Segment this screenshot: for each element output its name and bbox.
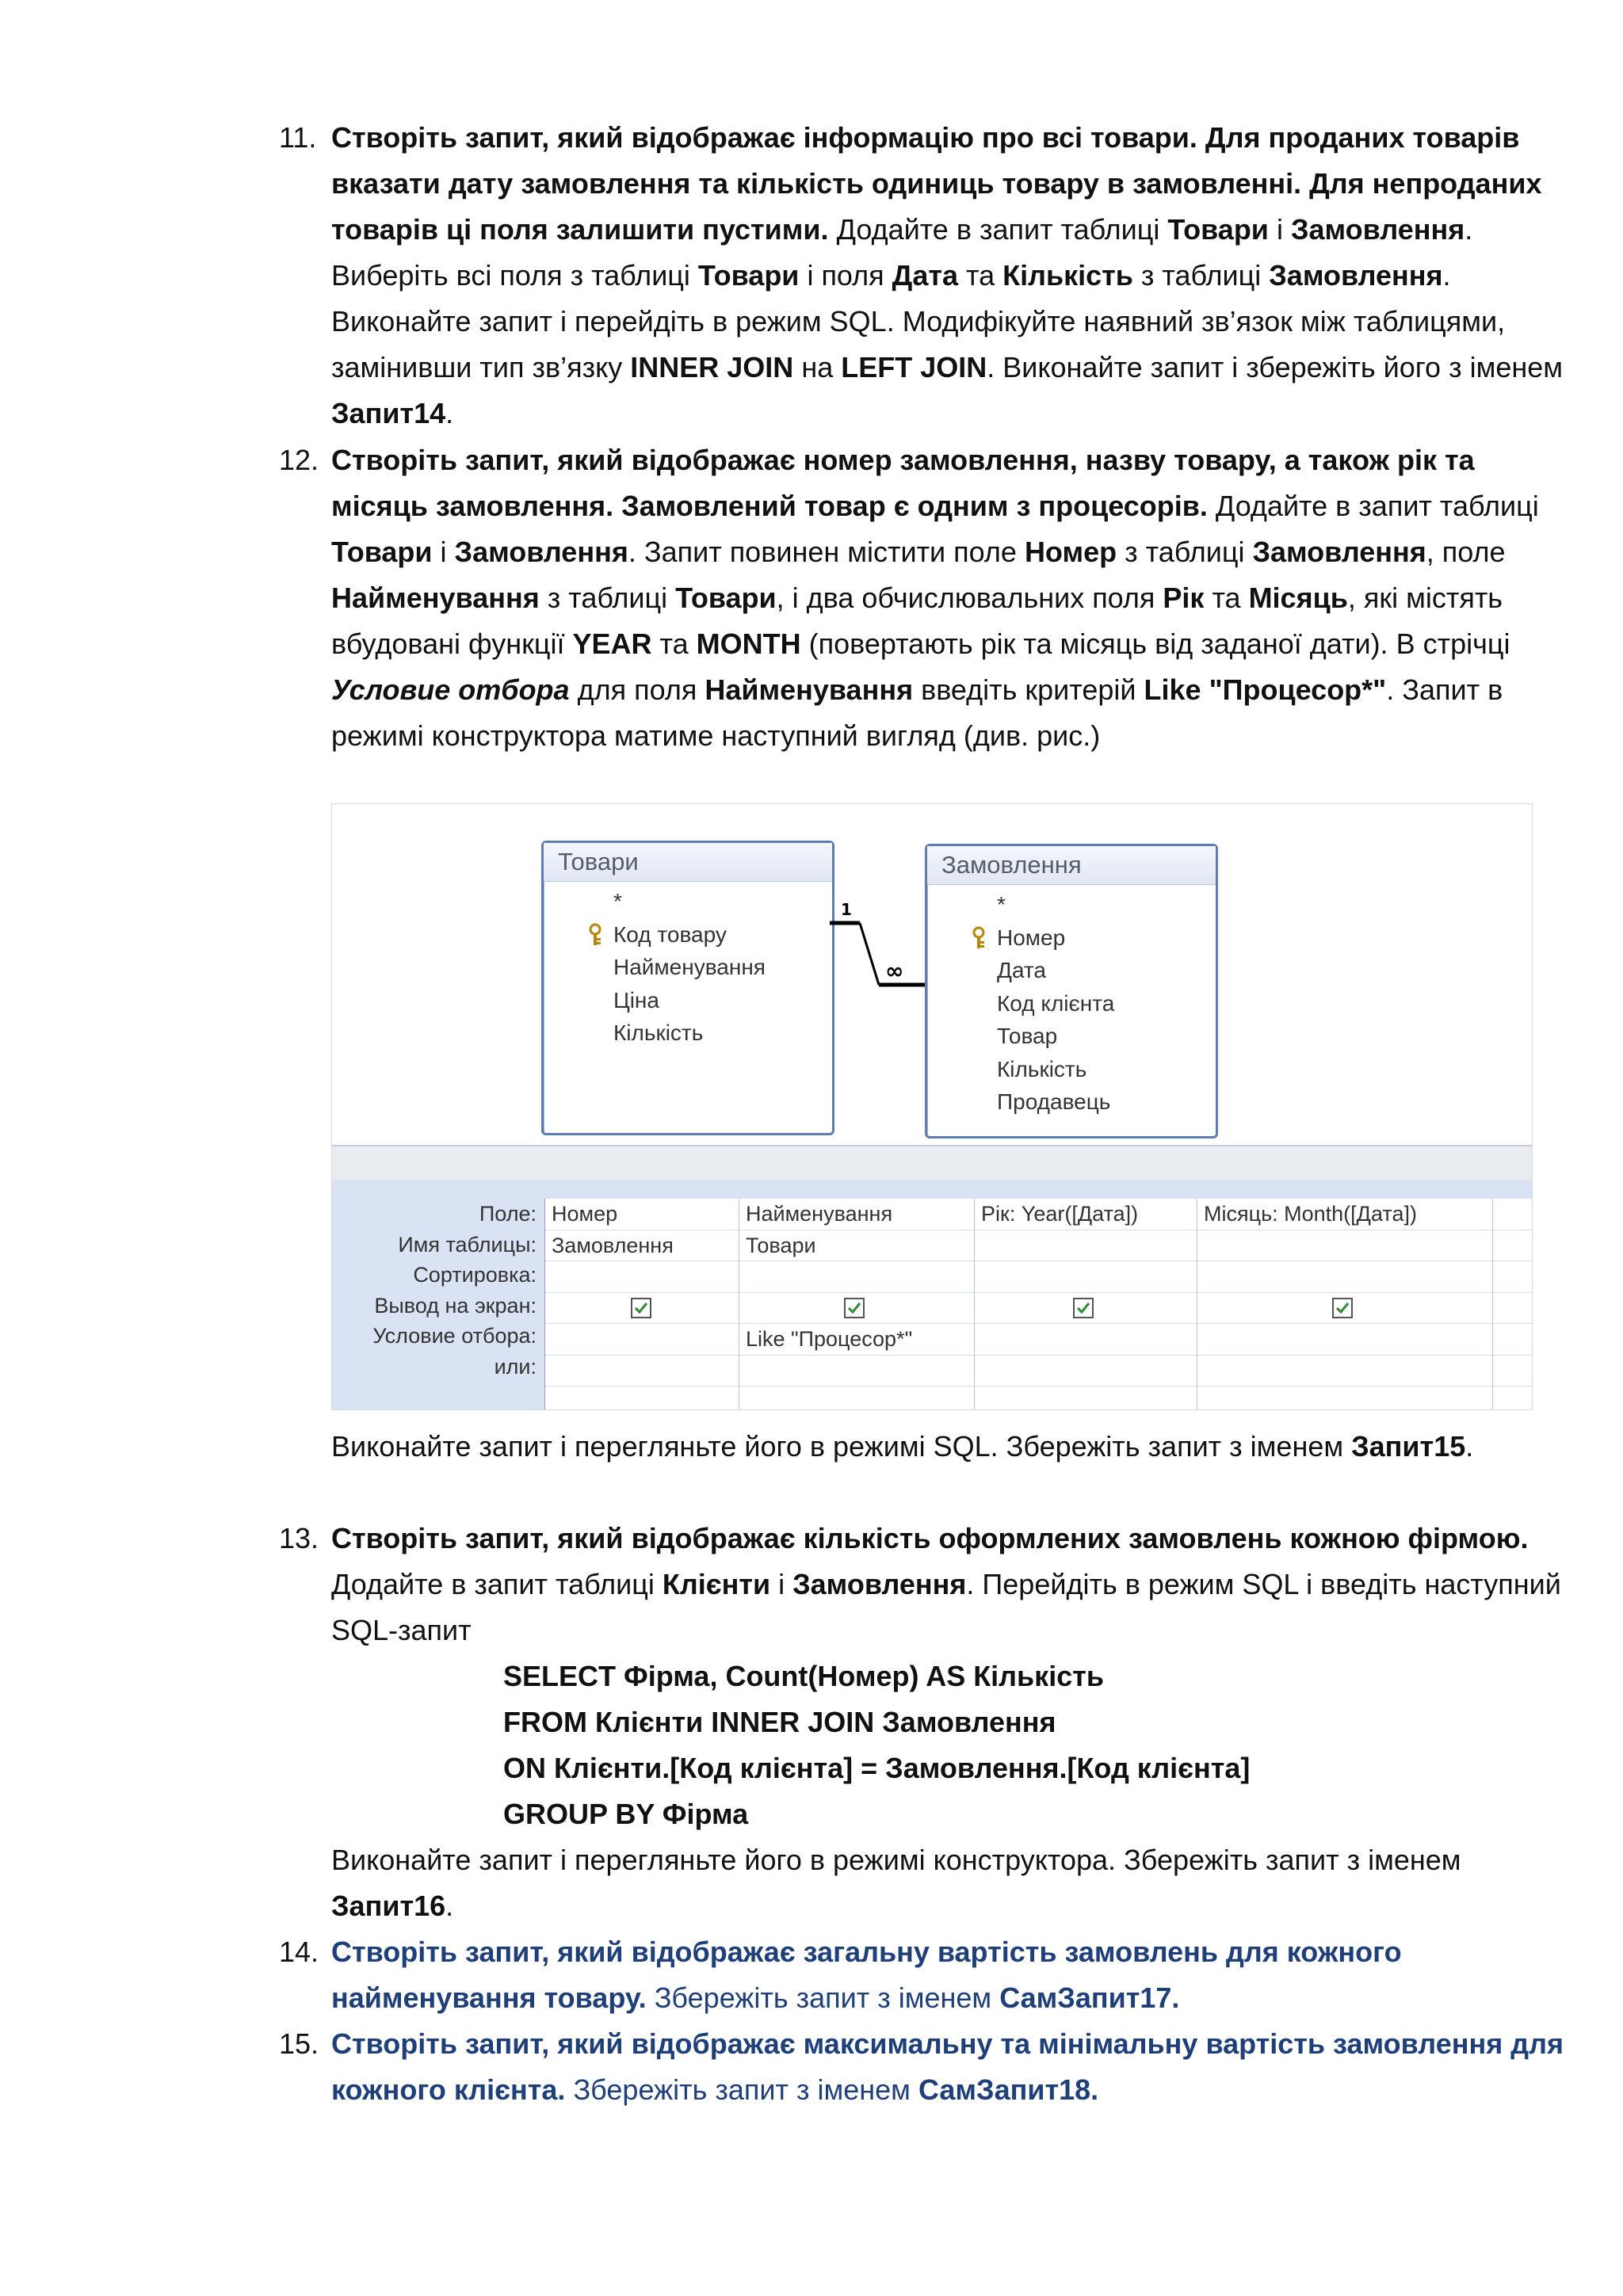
table-diagram-pane	[332, 804, 1532, 1145]
field-item-key[interactable]: Номер	[927, 921, 1216, 955]
checkbox-checked-icon[interactable]	[631, 1298, 651, 1318]
task-15: 15. Створіть запит, який відображає максимальну та мінімальну вартість замовлення для кожного клієнта. Збережіть запит з іменем СамЗапит18.	[331, 2021, 1568, 2113]
table-cell[interactable]	[975, 1230, 1197, 1262]
task-number: 15.	[279, 2027, 319, 2060]
grid-column-empty[interactable]	[1493, 1199, 1533, 1409]
relationship-line[interactable]	[830, 880, 928, 991]
sql-code-block	[503, 1653, 1250, 1837]
task-12: 12. Створіть запит, який відображає номер замовлення, назву товару, а також рік та місяць замовлення. Замовлений товар є одним з процесорів. Додайте в запит таблиці Товари і Замовлення. Запит повинен містити поле Номер з таблиці Замовлення, поле Найменування з таблиці Товари, і два обчислювальних поля Рік та Місяць, які містять вбудовані функції YEAR та MONTH (повертають рік та місяць від заданої дати). В стрічці Условие отбора для поля Найменування введіть критерій Like "Процесор*". Запит в режимі конструктора матиме наступний вигляд (див. рис.)	[331, 437, 1568, 759]
task-number: 13.	[279, 1522, 319, 1554]
task-title: Створіть запит, який відображає загальну вартість замовлень для кожного найменування товару.	[331, 1936, 1402, 2014]
table-tovary[interactable]	[541, 841, 834, 1135]
sort-cell[interactable]	[739, 1261, 974, 1293]
row-label-table: Имя таблицы:	[398, 1232, 537, 1257]
sql-line: FROM Клієнти INNER JOIN Замовлення	[503, 1706, 1056, 1738]
checkbox-checked-icon[interactable]	[844, 1298, 865, 1318]
field-item[interactable]: *	[997, 892, 1006, 917]
sort-cell[interactable]	[975, 1261, 1197, 1293]
grid-column[interactable]	[739, 1199, 975, 1409]
task-number: 12.	[279, 444, 319, 476]
show-cell[interactable]	[739, 1293, 974, 1325]
criteria-cell[interactable]: Like "Процесор*"	[739, 1324, 974, 1356]
criteria-cell[interactable]	[975, 1324, 1197, 1356]
relation-one-label: 1	[841, 900, 852, 919]
field-item[interactable]: Товар	[997, 1024, 1058, 1048]
table-title: Товари	[544, 843, 832, 882]
table-title: Замовлення	[927, 846, 1216, 885]
field-cell[interactable]: Номер	[545, 1199, 739, 1230]
table-cell[interactable]	[1197, 1230, 1492, 1262]
field-item-key[interactable]: Код товару	[544, 918, 832, 952]
field-item[interactable]: Найменування	[613, 955, 766, 979]
field-item[interactable]: *	[613, 889, 622, 913]
or-cell[interactable]	[975, 1356, 1197, 1387]
grid-row-labels	[332, 1199, 544, 1382]
sql-line: GROUP BY Фірма	[503, 1798, 749, 1830]
row-label-show: Вывод на экран:	[374, 1293, 537, 1318]
criteria-cell[interactable]	[545, 1324, 739, 1356]
checkbox-checked-icon[interactable]	[1332, 1298, 1353, 1318]
show-cell[interactable]	[975, 1293, 1197, 1325]
task-13: 13. Створіть запит, який відображає кількість оформлених замовлень кожною фірмою. Додайте в запит таблиці Клієнти і Замовлення. Перейдіть в режим SQL і введіть наступний SQL-запит	[331, 1516, 1568, 1653]
field-item[interactable]: Код клієнта	[997, 990, 1115, 1016]
field-item[interactable]: Кількість	[613, 1020, 704, 1045]
field-cell[interactable]: Найменування	[739, 1199, 974, 1230]
task-title: Створіть запит, який відображає інформацію про всі товари. Для проданих товарів вказати дату замовлення та кількість одиниць товару в замовленні. Для непроданих товарів ці поля залишити пустими.	[331, 121, 1542, 246]
sql-line: SELECT Фірма, Count(Номер) AS Кількість	[503, 1660, 1104, 1692]
primary-key-icon	[585, 923, 605, 947]
or-cell[interactable]	[739, 1356, 974, 1387]
field-cell[interactable]: Місяць: Month([Дата])	[1197, 1199, 1492, 1230]
pane-splitter[interactable]	[332, 1145, 1532, 1181]
query-designer-figure	[331, 803, 1533, 1410]
task-title: Створіть запит, який відображає максимальну та мінімальну вартість замовлення для кожного клієнта.	[331, 2027, 1564, 2106]
table-cell[interactable]: Товари	[739, 1230, 974, 1262]
table-cell[interactable]: Замовлення	[545, 1230, 739, 1262]
sort-cell[interactable]	[1197, 1261, 1492, 1293]
or-cell[interactable]	[1197, 1356, 1492, 1387]
row-label-criteria: Условие отбора:	[372, 1324, 537, 1348]
task-title: Створіть запит, який відображає кількість оформлених замовлень кожною фірмою.	[331, 1522, 1529, 1554]
task-11: 11. Створіть запит, який відображає інформацію про всі товари. Для проданих товарів вказати дату замовлення та кількість одиниць товару в замовленні. Для непроданих товарів ці поля залишити пустими. Додайте в запит таблиці Товари і Замовлення. Виберіть всі поля з таблиці Товари і поля Дата та Кількість з таблиці Замовлення. Виконайте запит і перейдіть в режим SQL. Модифікуйте наявний зв’язок між таблицями, замінивши тип зв’язку INNER JOIN на LEFT JOIN. Виконайте запит і збережіть його з іменем Запит14.	[331, 115, 1568, 437]
row-label-sort: Сортировка:	[413, 1263, 537, 1287]
design-grid	[544, 1199, 1533, 1409]
task-number: 14.	[279, 1936, 319, 1968]
field-item[interactable]: Продавець	[997, 1089, 1111, 1114]
primary-key-icon	[968, 926, 989, 950]
field-item[interactable]: Ціна	[613, 987, 659, 1013]
show-cell[interactable]	[1197, 1293, 1492, 1325]
task-title: Створіть запит, який відображає номер замовлення, назву товару, а також рік та місяць замовлення. Замовлений товар є одним з процесорів.	[331, 444, 1475, 522]
row-label-or: или:	[494, 1354, 537, 1379]
field-cell[interactable]: Рік: Year([Дата])	[975, 1199, 1197, 1230]
grid-column[interactable]	[975, 1199, 1197, 1409]
show-cell[interactable]	[545, 1293, 739, 1325]
field-item[interactable]: Дата	[997, 958, 1047, 982]
grid-column[interactable]	[545, 1199, 739, 1409]
task-14: 14. Створіть запит, який відображає загальну вартість замовлень для кожного найменування товару. Збережіть запит з іменем СамЗапит17.	[331, 1929, 1568, 2021]
field-item[interactable]: Кількість	[997, 1056, 1087, 1081]
grid-column[interactable]	[1197, 1199, 1493, 1409]
task-number: 11.	[279, 121, 317, 154]
criteria-cell[interactable]	[1197, 1324, 1492, 1356]
task-12-continuation: Виконайте запит і перегляньте його в режимі SQL. Збережіть запит з іменем Запит15.	[331, 1430, 1474, 1463]
sql-line: ON Клієнти.[Код клієнта] = Замовлення.[Код клієнта]	[503, 1752, 1251, 1784]
table-zamovlennia[interactable]	[925, 844, 1218, 1138]
task-13-continuation: Виконайте запит і перегляньте його в режимі конструктора. Збережіть запит з іменем Запит16.	[331, 1844, 1461, 1922]
checkbox-checked-icon[interactable]	[1073, 1298, 1094, 1318]
or-cell[interactable]	[545, 1356, 739, 1387]
relation-many-label: ∞	[885, 958, 904, 984]
row-label-field: Поле:	[479, 1202, 537, 1226]
sort-cell[interactable]	[545, 1261, 739, 1293]
design-grid-pane	[332, 1180, 1532, 1409]
